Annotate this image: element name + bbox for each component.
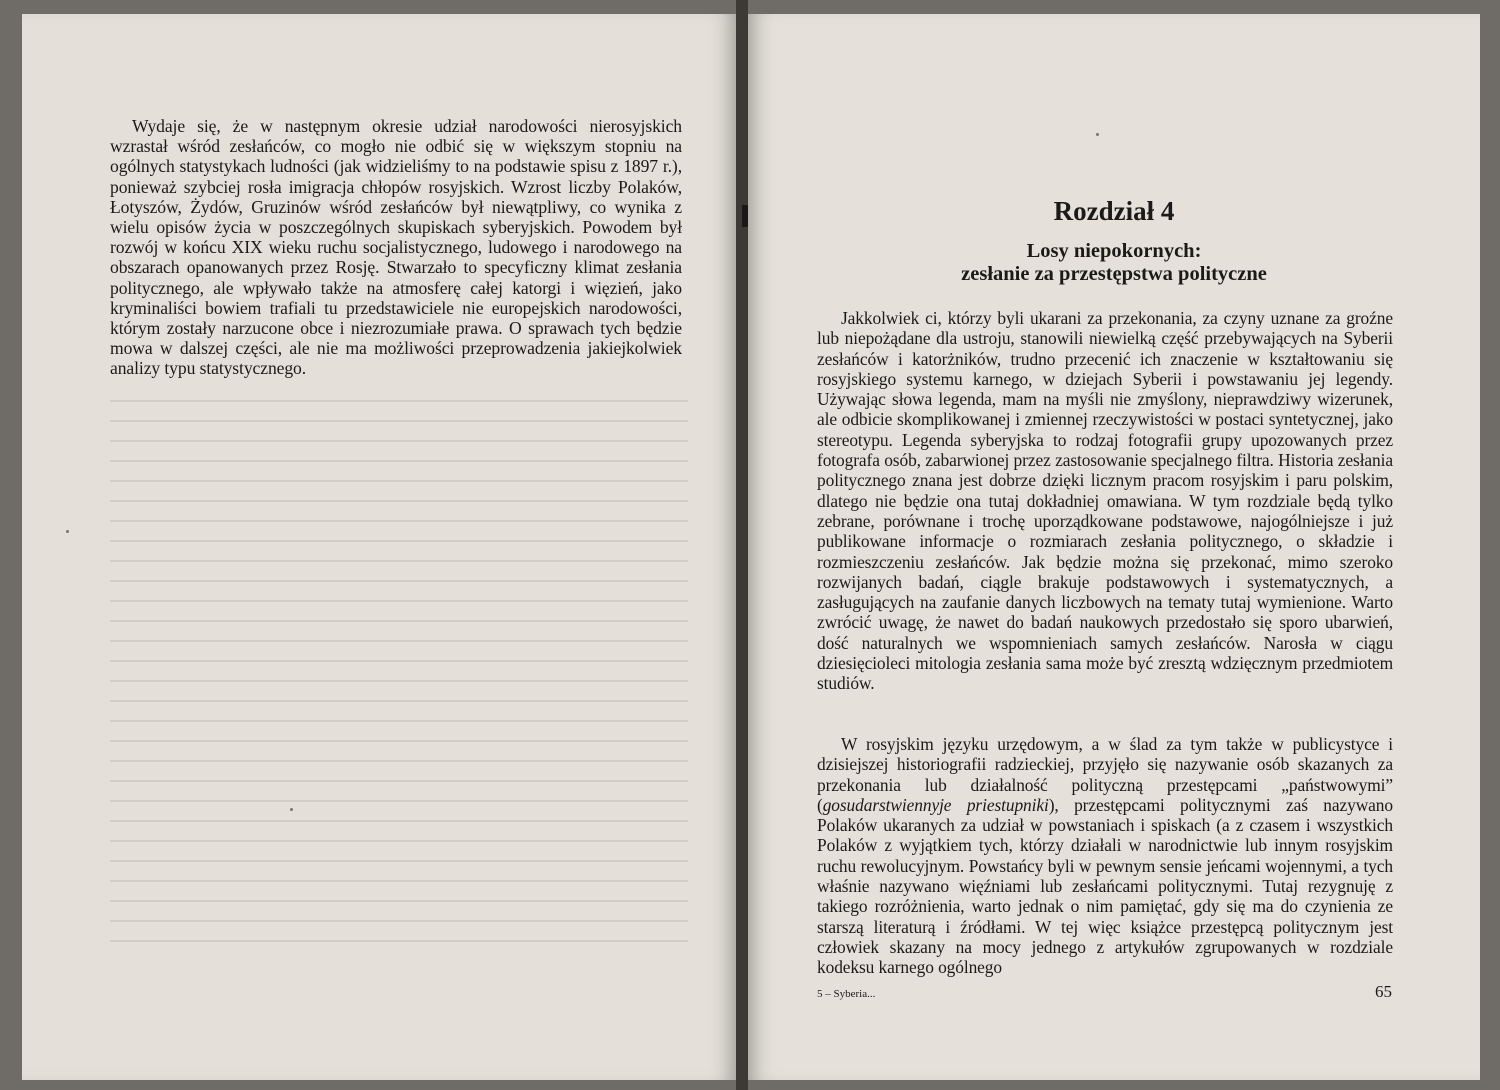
book-spine [736, 0, 748, 1090]
bleed-through-texture [110, 400, 688, 960]
paper-speck [290, 808, 293, 811]
page-number: 65 [1375, 982, 1392, 1001]
subtitle-line-2: zesłanie za przestępstwa polityczne [961, 263, 1267, 285]
chapter-title: Rozdział 4 [1053, 196, 1175, 226]
footer-signature: 5 – Syberia... [817, 988, 876, 1000]
paragraph-2-italic-term: gosudarstwiennyje priestupniki [822, 794, 1049, 815]
left-page-paragraph: Wydaje się, że w następnym okresie udział narodowości nierosyjskich wzrastał wśród zesłańców, co mogło nie odbić się w większym stopniu na ogólnych statystykach ludności (jak widzieliśmy to na podstawie spisu z 1897 r.), ponieważ szybciej rosła imigracja chłopów rosyjskich. Wzrost liczby Polaków, Łotyszów, Żydów, Gruzinów wśród zesłańców był niewątpliwy, co wynika z wielu opisów życia w poszczególnych skupiskach syberyjskich. Powodem był rozwój w końcu XIX wieku ruchu socjalistycznego, ludowego i narodowego na obszarach opanowanych przez Rosję. Stwarzało to specyficzny klimat zesłania politycznego, ale wpływało także na atmosferę całej katorgi i więzień, jako kryminaliści bowiem trafiali tu przedstawiciele nie europejskich narodowości, którym zostały narzucone obce i niezrozumiałe prawa. O sprawach tych będzie mowa w dalszej części, ale nie ma możliwości przeprowadzenia jakiejkolwiek analizy typu statystycznego. [110, 116, 682, 379]
paragraph-2-part-a: W rosyjskim języku urzędowym, a w ślad za tym także w publicystyce i dzisiejszej historiografii radzieckiej, przyjęło się nazywanie osób skazanych za przekonania lub działalność polityczną przestępcami „państwowymi” ( [817, 734, 1393, 815]
chapter-subtitle [748, 240, 1480, 286]
subtitle-line-1: Losy niepokornych: [1026, 240, 1202, 262]
paper-speck [66, 530, 69, 533]
paragraph-2-part-b: ), przestępcami politycznymi zaś nazywano Polaków ukaranych za udział w powstaniach i spiskach (a z czasem i wszystkich Polaków z wyjątkiem tych, którzy działali w narodnictwie lub innym rosyjskim ruchu rewolucyjnym. Powstańcy byli w pewnym sensie jeńcami wojennymi, a tych właśnie nazywano więźniami lub zesłańcami politycznymi. Tutaj rezygnuję z takiego rozróżnienia, warto jednak o nim pamiętać, gdy się ma do czynienia ze starszą literaturą i źródłami. W tej więc książce przestępcą politycznym jest człowiek skazany na mocy jednego z artykułów zgrupowanych w rozdziale kodeksu karnego ogólnego [817, 794, 1393, 978]
right-paragraph-2 [817, 734, 1393, 978]
paper-speck [1096, 133, 1099, 136]
right-paragraph-1: Jakkolwiek ci, którzy byli ukarani za przekonania, za czyny uznane za groźne lub niepożądane dla ustroju, stanowili niewielką część przebywających na Syberii zesłańców i katorżników, trudno przecenić ich znaczenie w kształtowaniu się rosyjskiego systemu karnego, w dziejach Syberii i powstawaniu jej legendy. Używając słowa legenda, mam na myśli nie zmyślony, nieprawdziwy wizerunek, ale odbicie skomplikowanej i zmiennej rzeczywistości w postaci syntetycznej, jako stereotypu. Legenda syberyjska to rodzaj fotografii grupy upozowanych przez fotografa osób, zabarwionej przez zastosowanie specjalnego filtra. Historia zesłania politycznego znana jest dobrze dzięki licznym pracom rosyjskim i paru polskim, dlatego nie będzie ona tutaj dokładniej omawiana. W tym rozdziale będą tylko zebrane, porównane i trochę uporządkowane podstawowe, najogólniejsze i już publikowane informacje o rozmiarach zesłania politycznego, o składzie i rozmieszczeniu zesłańców. Jak będzie można się przekonać, mimo szeroko rozwijanych badań, ciągle brakuje podstawowych i systematycznych, a zasługujących na zaufanie danych liczbowych na tematy tutaj wymienione. Warto zwrócić uwagę, że nawet do badań naukowych przedostało się sporo ubarwień, dość naturalnych we wspomnieniach samych zesłańców. Narosła w ciągu dziesięcioleci mitologia zesłania sama może być zresztą wdzięcznym przedmiotem studiów. [817, 308, 1393, 694]
